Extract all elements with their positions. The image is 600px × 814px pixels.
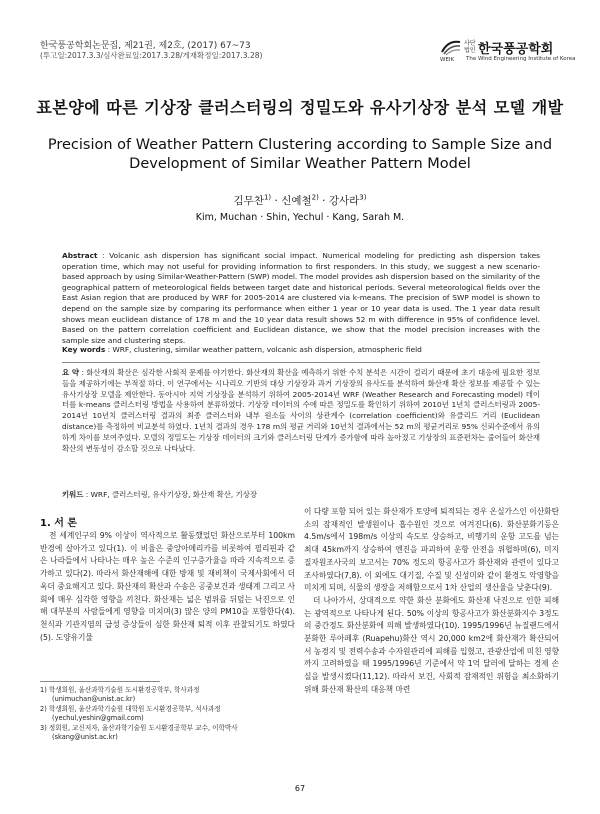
authors-korean [0, 193, 600, 208]
ko-keywords-text: : WRF, 클러스터링, 유사기상장, 화산재 확산, 기상장 [85, 490, 257, 499]
author-affiliation-mark: 2) [311, 193, 319, 202]
body-paragraph: 더 나아가서, 상대적으로 약한 화산 분화에도 화산재 낙진으로 인한 피해는 광역적으로 나타나게 된다. 50% 이상의 항공사고가 화산분화지수 3정도의 중간정도 화산분화에 의해 발생하였다(10). 1995/1996년 뉴질랜드에서 분화한 루아페후 (Ruapehu)화산 역시 20,000 km2에 화산재가 확산되어서 농경지 및 전력수송과 수자원관리에 피해를 입혔고, 관광산업에 미친 영향까지 고려하였을 때 1995/1996년 기준에서 약 1억 달러에 달하는 경제 손실을 발생시켰다(11,12). 따라서 보건, 사회적 잠재적인 위험을 최소화하기 위해 화산재 확산의 대응책 마련 [304, 595, 559, 694]
journal-citation: 한국풍공학회논문집, 제21권, 제2호, (2017) 67~73 [40, 41, 251, 51]
page-number: 67 [294, 784, 306, 793]
author-affiliation-mark: 1) [263, 193, 272, 202]
body-left-column [40, 530, 295, 644]
footnote-line: 3) 정회원, 교신저자, 울산과학기술원 도시환경공학부 교수, 이학박사 [40, 723, 238, 732]
ko-keywords-label: 키워드 [62, 490, 84, 499]
society-emblem-icon [440, 38, 462, 56]
footnote-line: 2) 학생회원, 울산과학기술원 대학원 도시환경공학부, 석사과정 [40, 704, 221, 713]
body-right-column [304, 506, 559, 697]
author-name: 강사라 [328, 195, 360, 207]
author-name: 김무찬 [233, 195, 264, 207]
body-paragraph: 이 다량 포함 되어 있는 화산재가 토양에 퇴적되는 경우 온실가스인 이산화탄소의 잠재적인 발생원이나 흡수원인 것으로 여겨진다(6). 화산분화기등은 4.5m/s에서 198m/s 이상의 속도로 상승하고, 비행기의 운항 고도를 넘는 최대 45km까지 상승하여 엔진을 파괴하여 운항 안전을 위협하며(6), 미지질자원조사국의 보고서는 70% 정도의 항공사고가 화산재와 관련이 있다고 조사하였다(7,8). 이 외에도 대기질, 수질 및 신성미와 같이 환경도 악영향을 미치게 되며, 식물의 생장을 저해함으로서 1차 산업의 생산율을 낮춘다(9). [304, 507, 559, 593]
author-affiliation-mark: 3) [359, 193, 367, 202]
author-name: 신예철 [281, 195, 312, 207]
keywords-english [62, 345, 540, 354]
section-heading: 1. 서 론 [40, 518, 78, 529]
keywords-text: : WRF, clustering, similar weather pattern, volcanic ash dispersion, atmospheric field [107, 345, 422, 354]
logo-english-name: The Wind Engineering Institute of Korea [466, 56, 576, 62]
society-logo [440, 36, 576, 66]
footnote-line: (unimuchan@unist.ac.kr) [52, 695, 136, 704]
keywords-label: Key words [62, 345, 106, 354]
body-paragraph: 전 세계인구의 9% 이상이 역사적으로 활동했었던 화산으로부터 100km 반경에 살아가고 있다(1). 이 비율은 중앙아메리카를 비롯하여 필리핀과 같은 나라들에서 나타나는 매우 높은 수준의 인구증가율을 따라 지속적으로 증가하고 있다(2). 따라서 화산재해에 대한 방재 및 재비책이 국제사회에서 더욱더 중요해지고 있다. 화산재의 확산과 수송은 공중보건과 생태계 그리고 사회에 매우 심각한 영향을 끼친다. 화산재는 넓은 범위를 뒤덮는 낙진으로 인해 대부분의 사람들에게 영향을 미치며(3) 많은 양의 PM10을 포함한다(4). 천식과 기관지염의 급성 증상들이 심한 화산재 퇴적 이후 관찰되기도 하였다(5). 도양유기물 [40, 531, 295, 642]
author-separator: · [322, 195, 326, 207]
ko-abstract-text: : 화산재의 확산은 심각한 사회적 문제를 야기한다. 화산재의 확산을 예측하기 위한 수치 분석은 시간이 걸리기 때문에 초기 대응에 필요한 정보들을 제공하기에는 부적절 하다. 이 연구에서는 시나리오 기반의 대상 기상장과 과거 기상장의 유사도를 분석하여 화산재 확산 정보를 제공할 수 있는 유사기상장 모델을 제안한다. 동아시아 지역 기상장을 분석하기 위하여 2005-2014년 WRF (Weather Research and Forecasting model) 데이터를 k-means 클러스터링 방법을 사용하여 분류하였다. 기상장 데이터의 수에 따른 정밀도를 확인하기 위하여 2010년 1년치 클러스터링과 2005-2014년 10년치 클러스터링 결과의 최종 클러스터와 내부 원소들 사이의 상관계수 (correlation coefficient)와 유클리드 거리 (Euclidean distance)를 측정하여 비교분석 하였다. 1년치 결과의 경우 178 m의 평균 거리와 10년치 결과에서는 52 m의 평균거리로 95% 신뢰수준에서 유의하게 차이를 보여주었다. 모델의 정밀도는 기상장 데이터의 크기와 클러스터링 단계가 증가함에 따라 높아졌고 기상장의 표준편차는 줄어들어 화산재 확산의 변동성이 감소할 것으로 나타났다. [62, 368, 540, 453]
footnote-line: (yechul,yeshin@gmail.com) [52, 714, 144, 723]
submission-dates: (투고일:2017.3.3/심사완료일:2017.3.28/게재확정일:2017.3.28) [40, 51, 263, 60]
abstract-text: : Volcanic ash dispersion has significant social impact. Numerical modeling for predicting ash dispersion takes operation time, which may not useful for providing information to first responders. In this study, we suggest a new scenario-based approach by using Similar-Weather-Pattern (SWP) model. The model provides ash dispersion based on the similarity of the geographical pattern of meteorological fields between target date and historical periods. Several meteorological fields over the East Asian region that are produced by WRF for 2005-2014 are clustered via k-means. The precision of SWP model is shown to depend on the sample size by comparing its performance when either 1 year or 10 year data is used. The 1 year data result shows mean euclidean distance of 178 m and the 10 year data result shows 52 m with difference in 95% of confidence level. Based on the pattern correlation coefficient and Euclidean distance, we show that the model precision increases with the sample size and clustering steps. [62, 251, 541, 345]
keywords-korean [62, 489, 540, 500]
ko-abstract-label: 요 약 [62, 368, 79, 377]
footnote-line: 1) 학생회원, 울산과학기술원 도시환경공학부, 학사과정 [40, 686, 200, 694]
authors-english: Kim, Muchan · Shin, Yechul · Kang, Sarah M. [195, 212, 405, 223]
logo-society-name: 한국풍공학회 [478, 42, 554, 57]
logo-corp-label: 사단 법인 [464, 40, 476, 54]
author-separator: · [274, 195, 278, 207]
paper-title-korean: 표본양에 따른 기상장 클러스터링의 정밀도와 유사기상장 분석 모델 개발 [36, 98, 564, 117]
paper-title-english: Precision of Weather Pattern Clustering according to Sample Size and Development of Similar Weather Pattern Model [47, 137, 553, 172]
footnote-line: (skang@unist.ac.kr) [52, 733, 118, 742]
divider [62, 362, 540, 363]
footnotes [40, 686, 295, 742]
logo-abbreviation: WEIK [440, 57, 455, 63]
abstract-korean [62, 368, 540, 454]
abstract-label: Abstract [62, 251, 98, 260]
footnote-divider [40, 681, 160, 682]
abstract-english [62, 251, 540, 346]
